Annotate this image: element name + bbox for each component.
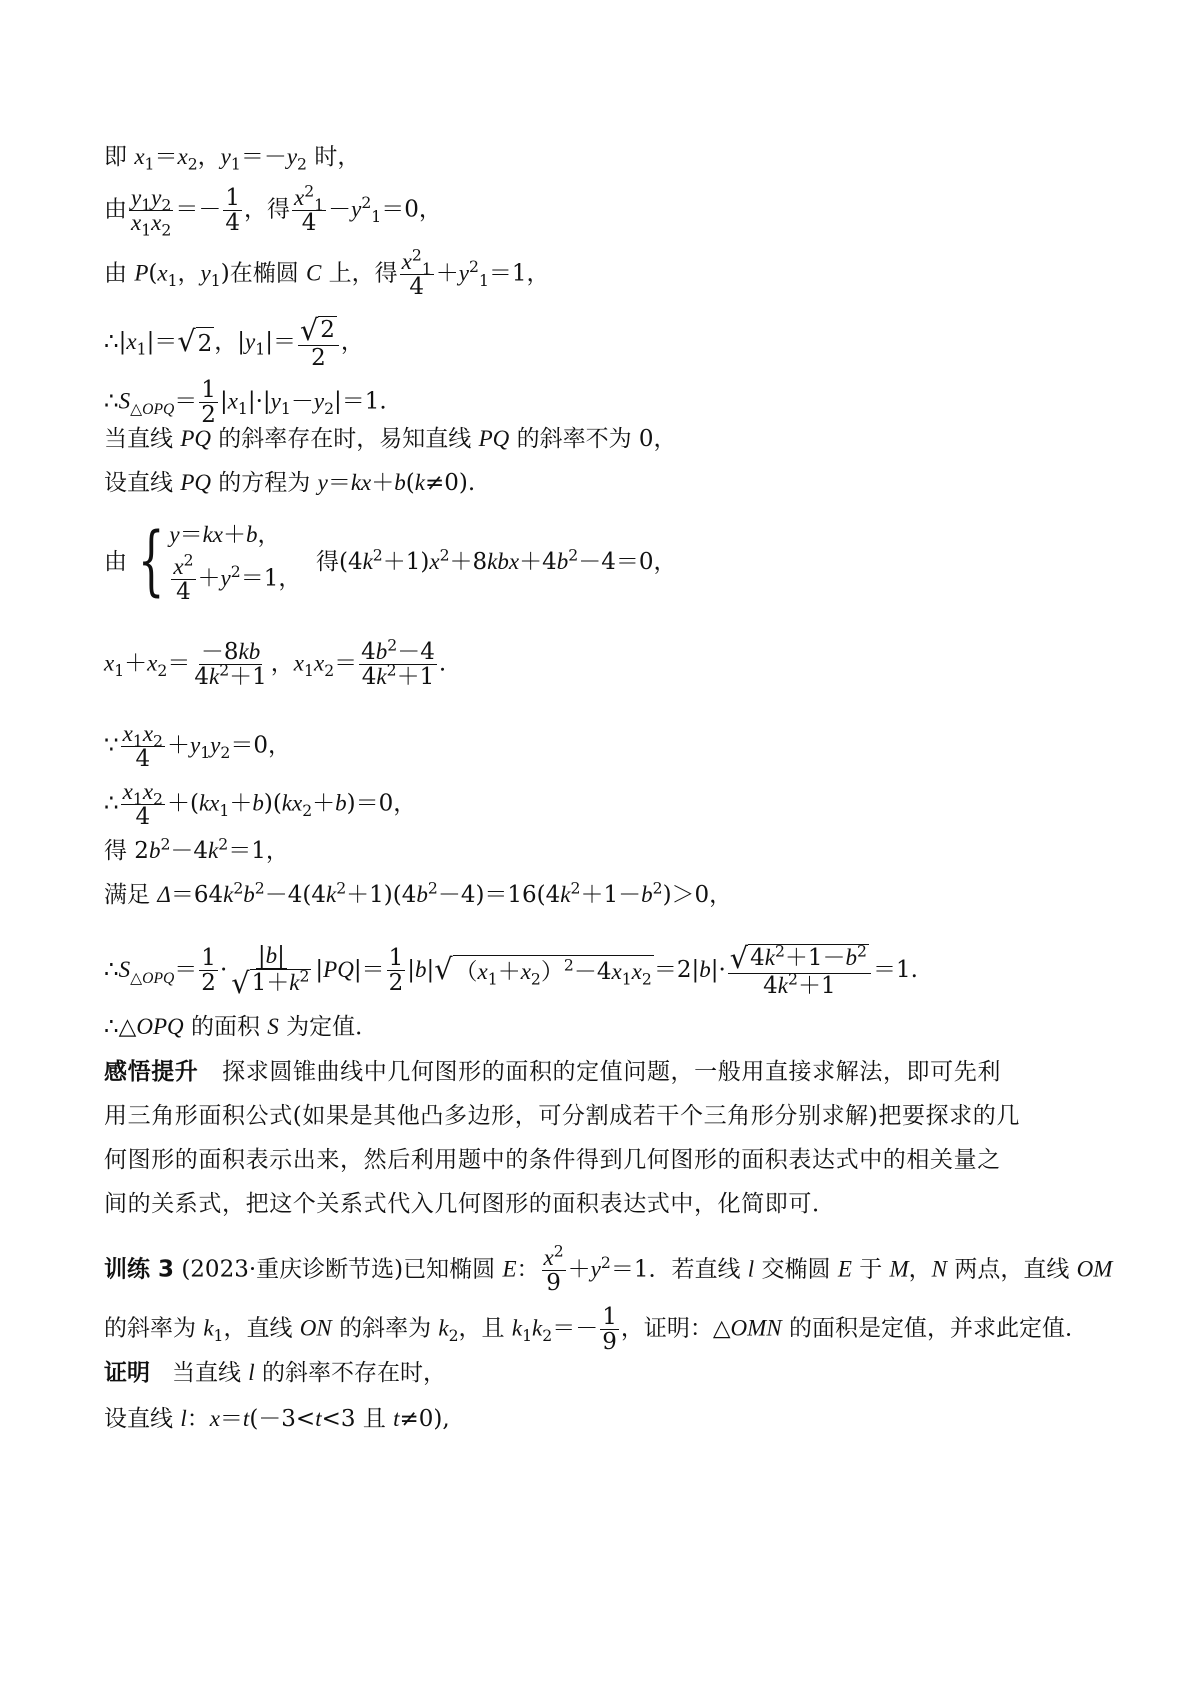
math-line-2: 由 $\frac{y_1y_2}{x_1x_2}$ ＝－ $\frac{1}{4}$ ，得 $\frac{x^2_1}{4}$ $-y^2_1=0$， [104,181,442,240]
math-line-7: 设直线 PQ 的方程为 y＝kx＋b(k≠0). [104,470,476,496]
math-line-delta: 满足 $\Delta=64k^2b^2-4(4k^2+1)(4b^2-4)=16(4k^2+1-b^2)>0$， [104,878,733,908]
insight-body: 探求圆锥曲线中几何图形的面积的定值问题，一般用直接求解法，即可先利用三角形面积公式(如果是其他凸多边形，可分割成若干个三角形分别求解)把要探求的几何图形的面积表示出来，然后利用题中的条件得到几何图形的面积表达式中的相关量之间的关系式，把这个关系式代入几何图形的面积表达式中，化简即可． [104,1059,1020,1217]
math-line-6: 当直线 PQ 的斜率存在时，易知直线 PQ 的斜率不为 0， [104,426,677,452]
math-line-vieta: $x_1+x_2=$ $\frac{-8kb}{4k^2+1}$ ，$x_1x_2=$ $\frac{4b^2-4}{4k^2+1}$ . [104,635,447,691]
math-line-area: $\therefore S_{\triangle OPQ}=$ $\frac{1}{2}$ · |b| √ $1+k^2$ |PQ|＝ $\frac{1}{2}$ |b| √ $(x_1+x_2)^2-4x_1x_2$ ＝2|b|· √ $4k^2+1-b^2$ $4k^2+1$ ＝1. [104,941,918,1001]
training-label: 训练 3 [104,1256,175,1283]
insight-paragraph [104,1050,1024,1226]
math-line-3: 由 $P(x_1$，$y_1$)在椭圆 C 上，得 $\frac{x^2_1}{4}$ $+y^2_1=1$， [104,245,550,301]
training-problem-line-1: 训练 3 (2023·重庆诊断节选)已知椭圆 E： $\frac{x^2}{9}$ $+y^2=1$．若直线 l 交椭圆 E 于 M，N 两点，直线 OM [104,1241,1113,1297]
training-problem-line-2: 的斜率为 $k_1$，直线 ON 的斜率为 $k_2$，且 $k_1k_2=-$ $\frac{1}{9}$ ，证明：△OMN 的面积是定值，并求此定值． [104,1304,1088,1356]
proof-label: 证明 [104,1360,150,1386]
math-line-5: $\therefore S_{\triangle OPQ}=$ $\frac{1}{2}$ $|x_1|\cdot|y_1-y_2|=1$. [104,377,387,429]
math-line-conclusion: ∴△OPQ 的面积 S 为定值． [104,1014,379,1040]
equation-system: 由 { y＝kx＋b， $\frac{x^2}{4}$ $+y^2=1$， 得$(4k^2+1)x^2+8kbx+4b^2-4=0$， [104,514,677,606]
math-line-substitute: ∴ $\frac{x_1x_2}{4}$ $+(kx_1+b)(kx_2+b)=0$， [104,779,417,831]
insight-label: 感悟提升 [104,1059,199,1085]
math-line-4: $\therefore|x_1|=$ √ 2 ，$|y_1|=$ √ 2 2 ， [104,313,364,371]
math-line-because: ∵ $\frac{x_1x_2}{4}$ $+y_1y_2=0$， [104,721,291,773]
math-line-relation: 得 $2b^2-4k^2=1$， [104,834,289,864]
proof-line-2: 设直线 l：x＝t(－3<t<3 且 t≠0), [104,1406,450,1432]
proof-line-1: 证明 当直线 l 的斜率不存在时， [104,1360,446,1386]
math-line-1: 即 $x_1=x_2$，$y_1=-y_2$ 时， [104,144,361,174]
